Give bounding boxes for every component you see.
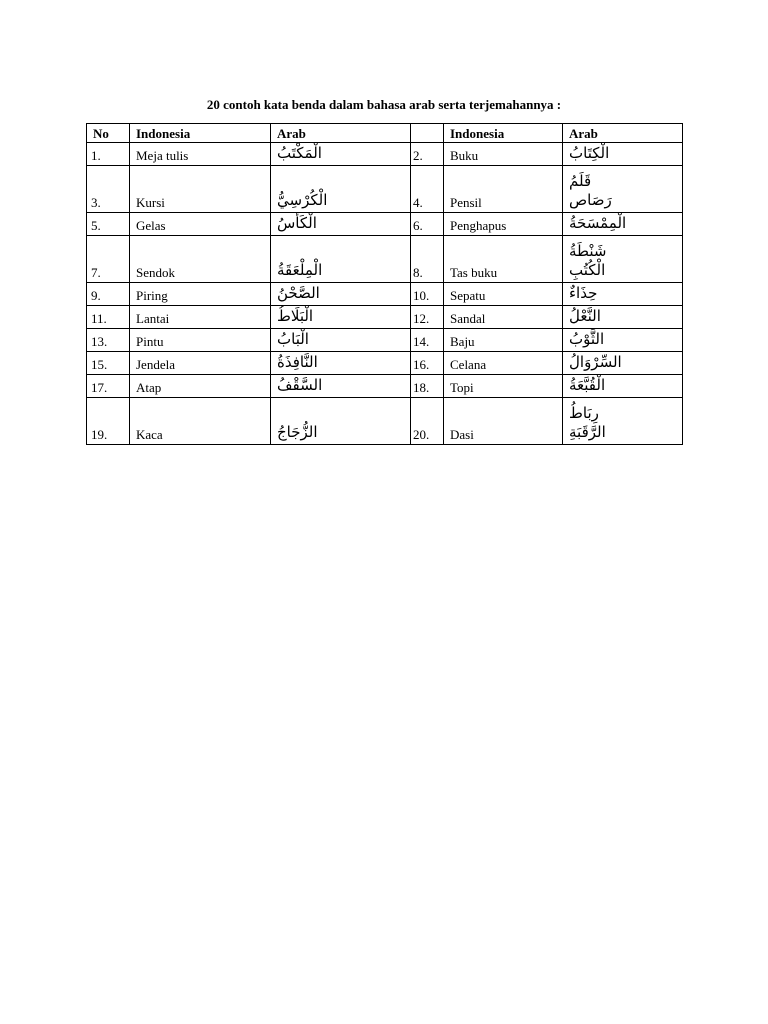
row-number-right: 2. <box>411 143 444 166</box>
table-row <box>87 398 683 445</box>
table-row <box>87 283 683 306</box>
row-number-left: 11. <box>87 306 130 329</box>
header-indonesia: Indonesia <box>130 124 271 143</box>
document-title: 20 contoh kata benda dalam bahasa arab serta terjemahannya : <box>206 97 562 112</box>
arabic-word-left <box>271 213 411 236</box>
table-header-row <box>87 124 683 143</box>
arab-word-line: الْبَابُ <box>277 330 309 348</box>
header-arab: Arab <box>271 124 411 143</box>
arab-word-line: الْكَأْسُ <box>277 214 317 232</box>
arab-word-line: الْكُتُبِ <box>569 261 606 279</box>
row-number-left: 7. <box>87 236 130 283</box>
indonesian-word-right: Sepatu <box>444 283 563 306</box>
indonesian-word-right: Penghapus <box>444 213 563 236</box>
indonesian-word-right: Dasi <box>444 398 563 445</box>
arab-word-line: السَّقْفُ <box>277 376 323 394</box>
arabic-word-left <box>271 236 411 283</box>
row-number-left: 9. <box>87 283 130 306</box>
arab-word-line: رَصَاص <box>569 191 612 209</box>
arabic-word-left <box>271 329 411 352</box>
row-number-right: 8. <box>411 236 444 283</box>
row-number-left: 19. <box>87 398 130 445</box>
arabic-word-right <box>563 329 683 352</box>
arab-word-line: رِبَاطُ <box>569 404 599 422</box>
arab-word-line: قَلَمُ <box>569 172 592 190</box>
indonesian-word-left: Jendela <box>130 352 271 375</box>
indonesian-word-right: Buku <box>444 143 563 166</box>
table-row <box>87 213 683 236</box>
arab-word-line: الْمِلْعَقَةُ <box>277 261 323 279</box>
arab-word-line: الْبَلَاطُ <box>277 307 314 325</box>
indonesian-word-left: Sendok <box>130 236 271 283</box>
arabic-word-right <box>563 236 683 283</box>
arab-word-line: الْمِمْسَحَةُ <box>569 214 627 232</box>
arabic-word-right <box>563 352 683 375</box>
arab-word-line: الْقُبَّعَةُ <box>569 376 606 394</box>
table-row <box>87 166 683 213</box>
arab-word-line: شَنْطَةُ <box>569 242 607 260</box>
arabic-word-right <box>563 213 683 236</box>
arabic-word-right <box>563 283 683 306</box>
indonesian-word-right: Tas buku <box>444 236 563 283</box>
indonesian-word-right: Celana <box>444 352 563 375</box>
row-number-right: 12. <box>411 306 444 329</box>
table-body <box>87 143 683 445</box>
arabic-word-right <box>563 398 683 445</box>
arabic-word-left <box>271 352 411 375</box>
row-number-left: 13. <box>87 329 130 352</box>
arabic-word-left <box>271 398 411 445</box>
indonesian-word-left: Lantai <box>130 306 271 329</box>
indonesian-word-right: Sandal <box>444 306 563 329</box>
arabic-word-left <box>271 166 411 213</box>
indonesian-word-left: Kaca <box>130 398 271 445</box>
header-indonesia-2: Indonesia <box>444 124 563 143</box>
row-number-left: 3. <box>87 166 130 213</box>
arabic-word-left <box>271 375 411 398</box>
row-number-right: 10. <box>411 283 444 306</box>
indonesian-word-left: Kursi <box>130 166 271 213</box>
arab-word-line: الرَّقَبَةِ <box>569 423 606 441</box>
table-row <box>87 236 683 283</box>
arabic-word-right <box>563 143 683 166</box>
row-number-left: 17. <box>87 375 130 398</box>
row-number-right: 6. <box>411 213 444 236</box>
row-number-left: 15. <box>87 352 130 375</box>
table-row <box>87 306 683 329</box>
table-row <box>87 352 683 375</box>
table-row <box>87 375 683 398</box>
indonesian-word-left: Piring <box>130 283 271 306</box>
vocabulary-table <box>86 123 683 445</box>
row-number-right: 16. <box>411 352 444 375</box>
header-arab-2: Arab <box>563 124 683 143</box>
arab-word-line: النَّعْلُ <box>569 307 601 325</box>
row-number-left: 5. <box>87 213 130 236</box>
row-number-left: 1. <box>87 143 130 166</box>
indonesian-word-right: Pensil <box>444 166 563 213</box>
arab-word-line: الزُّجَاجُ <box>277 423 318 441</box>
table-row <box>87 329 683 352</box>
arab-word-line: النَّافِذَةُ <box>277 353 318 371</box>
indonesian-word-right: Baju <box>444 329 563 352</box>
arab-word-line: الصَّحْنُ <box>277 284 320 302</box>
arab-word-line: الثَّوْبُ <box>569 330 605 348</box>
indonesian-word-left: Pintu <box>130 329 271 352</box>
arabic-word-left <box>271 143 411 166</box>
arabic-word-right <box>563 375 683 398</box>
arab-word-line: حِذَاءٌ <box>569 284 598 302</box>
arab-word-line: السِّرْوَالُ <box>569 353 622 371</box>
indonesian-word-left: Atap <box>130 375 271 398</box>
header-no-2 <box>411 124 444 143</box>
indonesian-word-right: Topi <box>444 375 563 398</box>
row-number-right: 18. <box>411 375 444 398</box>
arabic-word-right <box>563 306 683 329</box>
indonesian-word-left: Gelas <box>130 213 271 236</box>
arab-word-line: الْكُرْسِيُّ <box>277 191 328 209</box>
row-number-right: 14. <box>411 329 444 352</box>
arab-word-line: الْكِتَابُ <box>569 144 610 162</box>
arab-word-line: الْمَكْتَبُ <box>277 144 322 162</box>
arabic-word-left <box>271 283 411 306</box>
indonesian-word-left: Meja tulis <box>130 143 271 166</box>
arabic-word-right <box>563 166 683 213</box>
header-no: No <box>87 124 130 143</box>
row-number-right: 20. <box>411 398 444 445</box>
row-number-right: 4. <box>411 166 444 213</box>
arabic-word-left <box>271 306 411 329</box>
table-row <box>87 143 683 166</box>
